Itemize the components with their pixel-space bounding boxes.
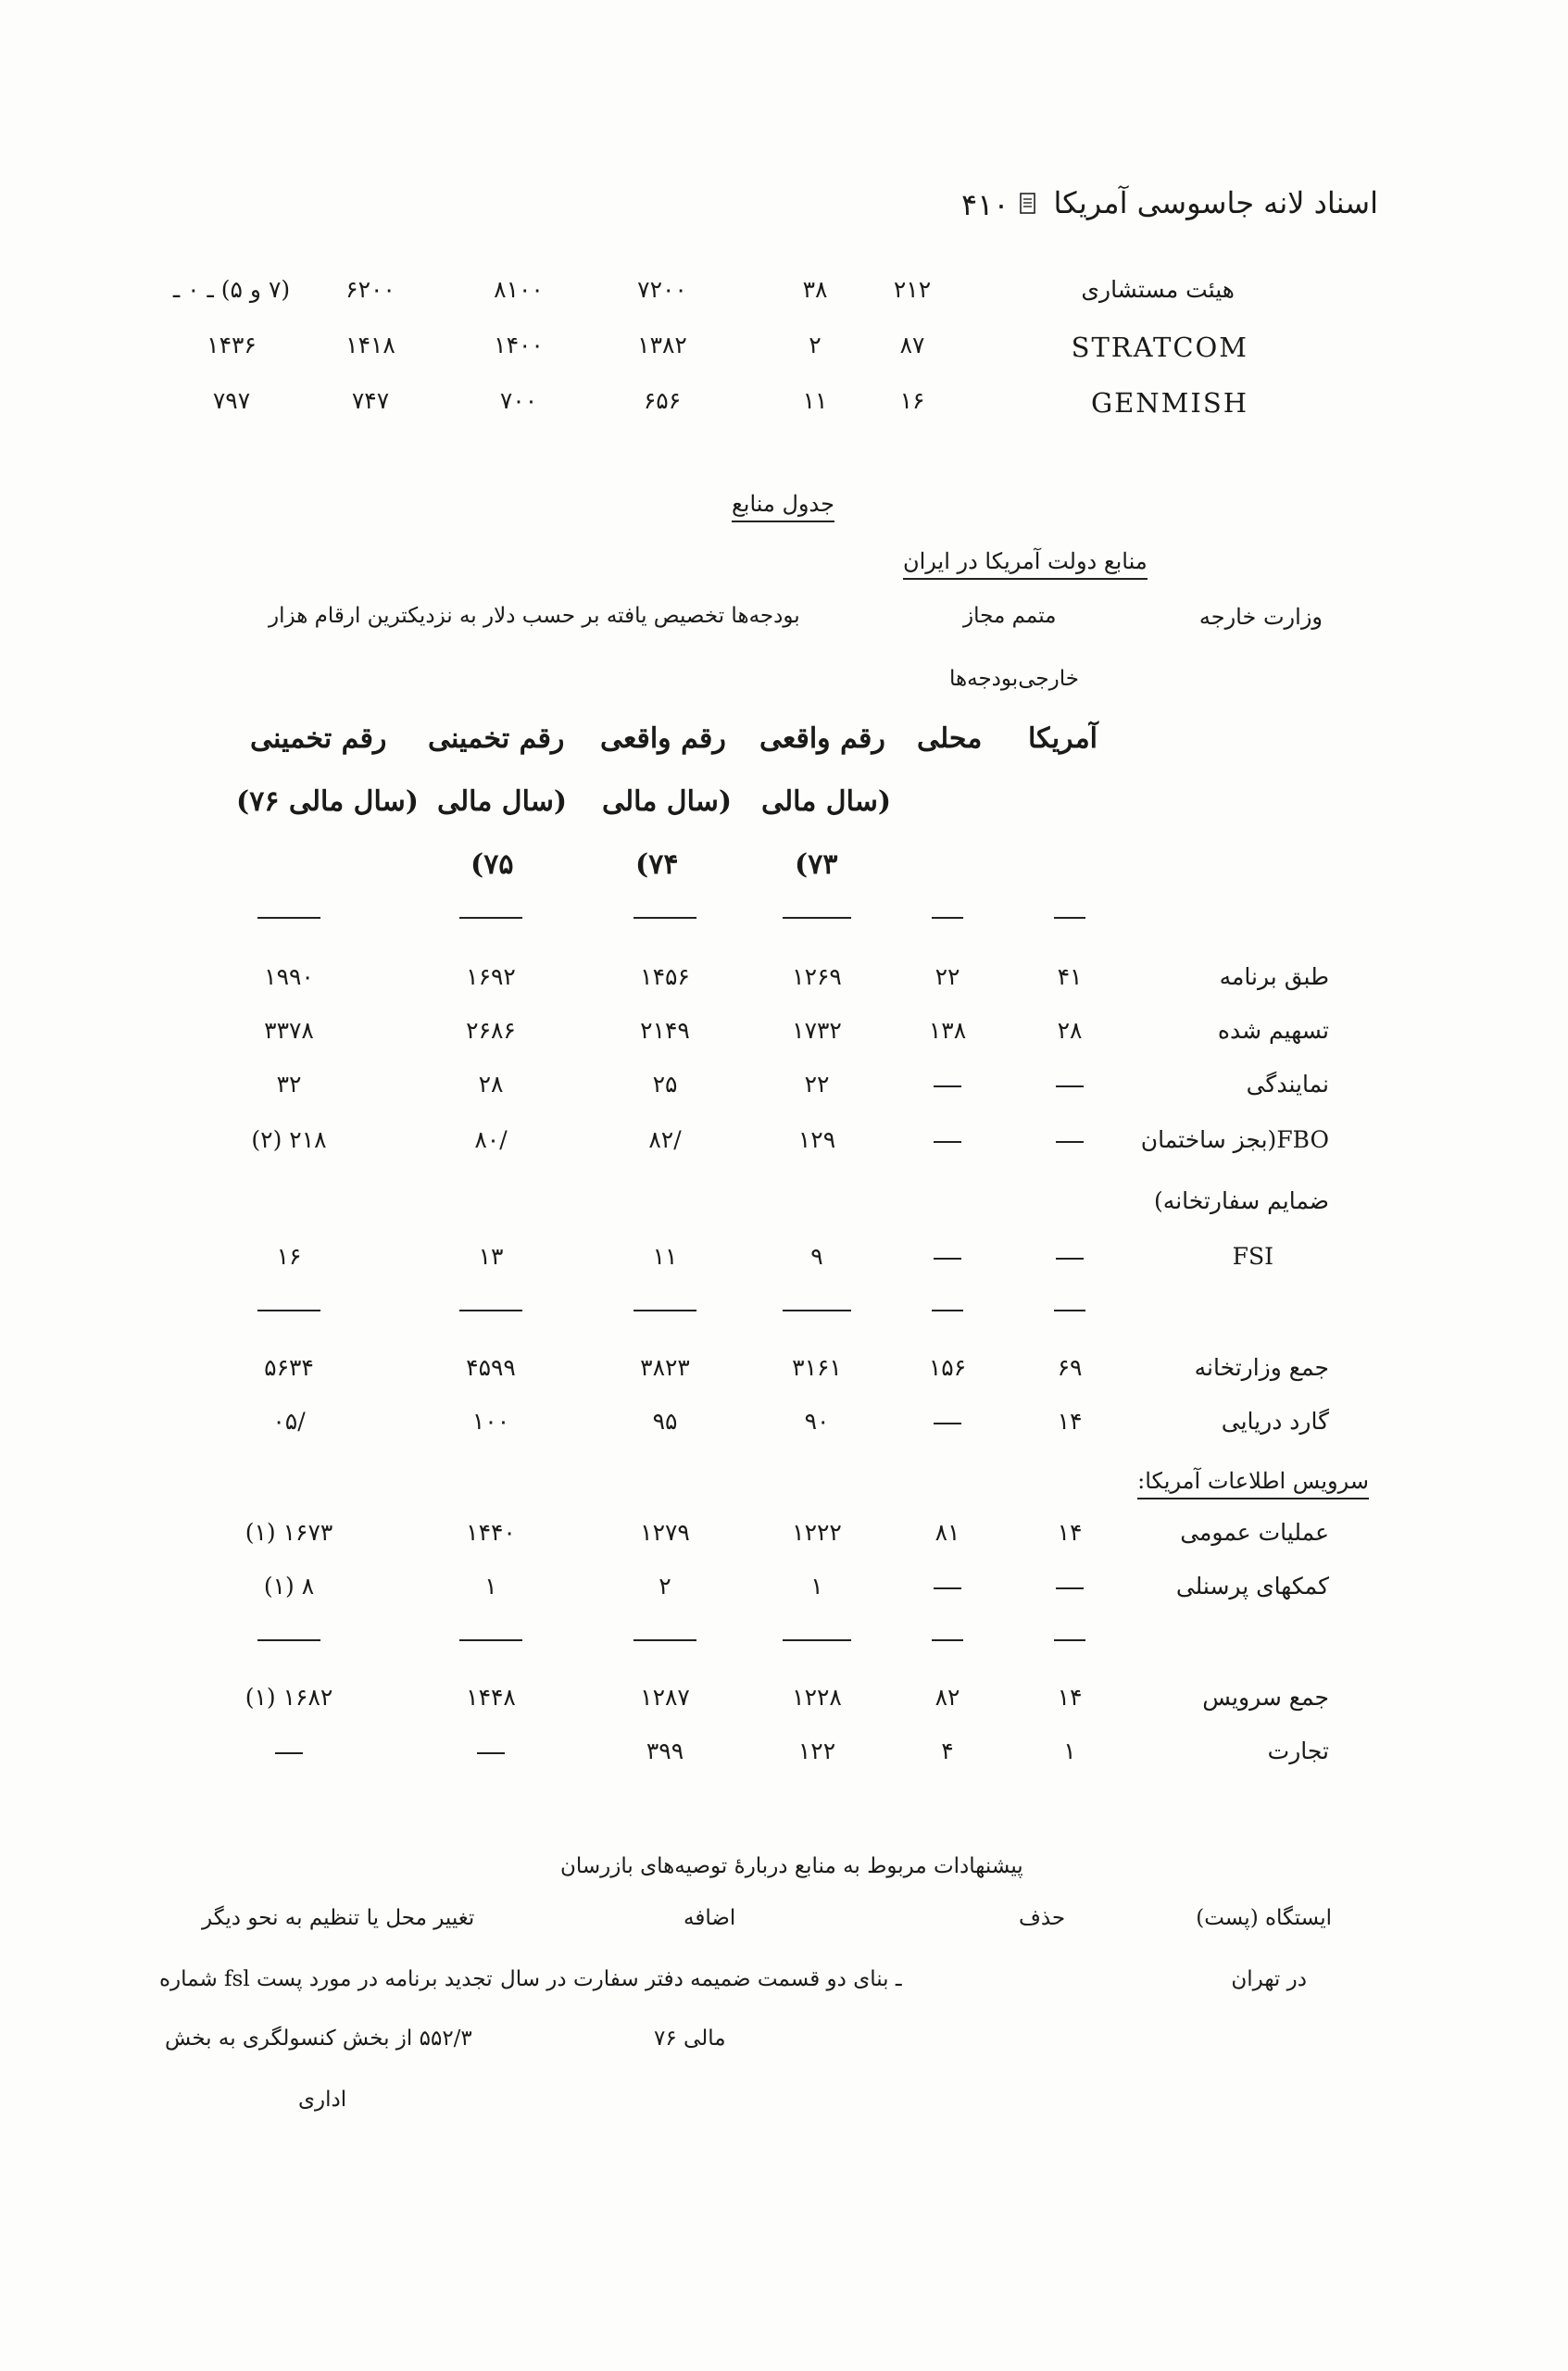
authorized-label: متمم مجاز xyxy=(963,604,1057,628)
table-cell: ۱۱ xyxy=(652,1243,678,1270)
table-row xyxy=(0,1243,1568,1289)
table-cell: ۲۸ xyxy=(478,1071,504,1098)
top-table-row xyxy=(0,387,1568,433)
add-line-2: مالی ۷۶ xyxy=(654,2026,726,2051)
col-actual-73-l1: رقم واقعی xyxy=(759,722,885,755)
column-rule xyxy=(932,1639,963,1641)
empty-value-dash xyxy=(934,1587,961,1589)
top-table-row xyxy=(0,332,1568,378)
table-cell: ۳۱۶۱ xyxy=(792,1354,842,1381)
table-cell: ۱۱ xyxy=(802,387,828,414)
table-row xyxy=(0,1573,1568,1619)
column-rule xyxy=(633,1310,696,1311)
table-cell: ۱۶ xyxy=(276,1243,302,1270)
column-rule xyxy=(783,1310,851,1311)
table-row xyxy=(0,963,1568,1010)
table-cell: ۱۶۸۲ (۱) xyxy=(245,1684,333,1711)
col-america: آمریکا xyxy=(1028,722,1098,755)
table-cell: ۱۲۸۷ xyxy=(640,1684,690,1711)
column-rule xyxy=(932,1310,963,1311)
table-row xyxy=(0,1684,1568,1730)
col-est-75-l1: رقم تخمینی xyxy=(428,722,565,755)
column-rule xyxy=(459,1639,522,1641)
col-change: تغییر محل یا تنظیم به نحو دیگر xyxy=(202,1906,475,1930)
empty-value-dash xyxy=(934,1141,961,1143)
table-cell: ۱۲۶۹ xyxy=(792,963,842,990)
table-cell: ۲۲ xyxy=(804,1071,830,1098)
table-cell: ۴۱ xyxy=(1057,963,1083,990)
table-row xyxy=(0,1519,1568,1565)
table-cell: ۲۵ xyxy=(652,1071,678,1098)
empty-value-dash xyxy=(934,1085,961,1087)
table-cell xyxy=(873,1243,1022,1270)
empty-value-dash xyxy=(1056,1141,1084,1143)
row-label: گارد دریایی xyxy=(1221,1408,1329,1435)
table-cell: ۱۴ xyxy=(1057,1684,1083,1711)
row-label: عملیات عمومی xyxy=(1180,1519,1329,1546)
table-cell: ۴ xyxy=(941,1737,954,1764)
ministry-label: وزارت خارجه xyxy=(1198,604,1323,630)
change-line-3: اداری xyxy=(298,2088,347,2112)
row-label: هیئت مستشاری xyxy=(1081,276,1235,303)
table-cell: ۱۴۴۰ xyxy=(466,1519,516,1546)
col-actual-73-l3: ۷۳) xyxy=(795,848,838,881)
column-rule xyxy=(459,1310,522,1311)
table-cell: ۹۰ xyxy=(804,1408,830,1435)
table-cell: ۱۶۷۳ (۱) xyxy=(245,1519,333,1546)
table-cell: ۲۱۴۹ xyxy=(640,1017,690,1044)
col-add: اضافه xyxy=(684,1906,736,1930)
table-cell: ۴۵۹۹ xyxy=(466,1354,516,1381)
row-label: ضمایم سفارتخانه) xyxy=(1154,1187,1329,1214)
col-est-75-l2: (سال مالی xyxy=(437,785,568,818)
row-label: تسهیم شده xyxy=(1217,1017,1329,1044)
row-label: جمع سرویس xyxy=(1202,1684,1329,1711)
table-cell: ۱۳۸۲ xyxy=(637,332,687,358)
table-row xyxy=(0,1126,1568,1173)
table-row xyxy=(0,1408,1568,1454)
row-label: FSI xyxy=(1232,1243,1273,1270)
column-rule xyxy=(932,917,963,919)
table-cell: ۲۶۸۶ xyxy=(466,1017,516,1044)
table-cell xyxy=(417,1737,565,1764)
column-rule xyxy=(459,917,522,919)
empty-value-dash xyxy=(934,1423,961,1424)
table-cell: ۱۴ xyxy=(1057,1519,1083,1546)
table-cell: ۸۲ xyxy=(935,1684,960,1711)
table-cell: ۸۱۰۰ xyxy=(494,276,544,303)
table-row xyxy=(0,1737,1568,1784)
table-cell: ۷۹۷ xyxy=(212,387,251,414)
table-cell: ۷۴۷ xyxy=(351,387,390,414)
table-cell: ۱۷۳۲ xyxy=(792,1017,842,1044)
top-table-row xyxy=(0,276,1568,322)
table-cell: ۲۲ xyxy=(935,963,960,990)
proposals-title: پیشنهادات مربوط به منابع دربارهٔ توصیه‌های بازرسان xyxy=(560,1854,1023,1878)
table-cell: ۳۲ xyxy=(276,1071,302,1098)
table-cell: ۱ xyxy=(810,1573,823,1599)
table-cell: ۱۰۰ xyxy=(471,1408,510,1435)
table-cell: ۱۶ xyxy=(899,387,925,414)
table-cell xyxy=(873,1573,1022,1599)
table-cell: ۱۴۳۶ xyxy=(207,332,257,358)
column-rule xyxy=(1054,1639,1085,1641)
table-cell xyxy=(873,1126,1022,1153)
table-cell: ۱ xyxy=(1063,1737,1076,1764)
table-cell: ۶۹ xyxy=(1057,1354,1083,1381)
table-cell xyxy=(873,1071,1022,1098)
column-rule xyxy=(633,917,696,919)
resources-subtitle: منابع دولت آمریکا در ایران xyxy=(903,548,1148,580)
table-row xyxy=(0,1187,1568,1234)
row-label: تجارت xyxy=(1267,1737,1329,1764)
table-cell: /۸۰ xyxy=(474,1126,508,1153)
col-local: محلی xyxy=(917,722,983,755)
col-actual-74-l3: ۷۴) xyxy=(635,848,679,881)
empty-value-dash xyxy=(275,1752,303,1754)
table-cell: ۱۳۸ xyxy=(928,1017,967,1044)
change-line-2: ۵۵۲/۳ از بخش کنسولگری به بخش xyxy=(165,2026,472,2051)
col-post: ایستگاه (پست) xyxy=(1196,1906,1332,1930)
table-cell: ۱۳ xyxy=(478,1243,504,1270)
column-rule xyxy=(633,1639,696,1641)
row-label: STRATCOM xyxy=(1071,332,1248,363)
table-cell: ۸۱ xyxy=(935,1519,960,1546)
empty-value-dash xyxy=(1056,1587,1084,1589)
row-label: کمکهای پرسنلی xyxy=(1175,1573,1329,1599)
table-cell: ۸۷ xyxy=(899,332,925,358)
table-cell: ۱۹۹۰ xyxy=(264,963,314,990)
col-est-76-l2: (سال مالی ۷۶) xyxy=(236,785,419,818)
table-cell: ۹۵ xyxy=(652,1408,678,1435)
table-cell: ۱ xyxy=(484,1573,497,1599)
column-rule xyxy=(257,917,320,919)
table-cell: ۱۴۴۸ xyxy=(466,1684,516,1711)
column-rule xyxy=(257,1639,320,1641)
table-cell: (۷ و ۵) ـ ۰ ـ xyxy=(172,276,291,303)
empty-value-dash xyxy=(1056,1085,1084,1087)
foreign-budgets-label: خارجی‌بودجه‌ها xyxy=(949,667,1079,691)
col-actual-74-l2: (سال مالی xyxy=(602,785,733,818)
table-cell: ۱۴ xyxy=(1057,1408,1083,1435)
post-value: در تهران xyxy=(1231,1967,1307,1991)
column-rule xyxy=(257,1310,320,1311)
table-cell: ۲۱۸ (۲) xyxy=(251,1126,327,1153)
table-row xyxy=(0,1354,1568,1400)
table-cell: ۳۸۲۳ xyxy=(640,1354,690,1381)
table-row xyxy=(0,1071,1568,1117)
table-cell: ۱۴۱۸ xyxy=(345,332,395,358)
table-cell: ۱۵۶ xyxy=(928,1354,967,1381)
table-cell: ۶۵۶ xyxy=(643,387,682,414)
col-delete: حذف xyxy=(1019,1906,1066,1930)
col-actual-74-l1: رقم واقعی xyxy=(600,722,726,755)
table-cell: ۷۲۰۰ xyxy=(637,276,687,303)
row-label: طبق برنامه xyxy=(1219,963,1329,990)
usis-heading: سرویس اطلاعات آمریکا: xyxy=(1137,1468,1369,1499)
table-cell: ۲ xyxy=(659,1573,671,1599)
table-cell: ۲ xyxy=(809,332,822,358)
resources-title: جدول منابع xyxy=(732,491,834,522)
document-icon xyxy=(1019,193,1037,215)
change-line-1: تجدید برنامه در مورد پست fsl شماره xyxy=(159,1967,493,1991)
col-est-75-l3: ۷۵) xyxy=(470,848,514,881)
table-cell: ۱۶۹۲ xyxy=(466,963,516,990)
book-title: اسناد لانه جاسوسی آمریکا xyxy=(1053,185,1378,220)
table-cell: ۲۱۲ xyxy=(893,276,932,303)
table-cell: /۰۵ xyxy=(272,1408,306,1435)
table-cell: ۵۶۳۴ xyxy=(264,1354,314,1381)
empty-value-dash xyxy=(477,1752,505,1754)
table-cell: ۳۸ xyxy=(802,276,828,303)
table-cell: ۸ (۱) xyxy=(263,1573,315,1599)
row-label: نمایندگی xyxy=(1246,1071,1329,1098)
column-rule xyxy=(783,917,851,919)
table-cell: ۶۲۰۰ xyxy=(345,276,395,303)
table-cell: ۱۲۲۲ xyxy=(792,1519,842,1546)
table-cell: ۳۳۷۸ xyxy=(264,1017,314,1044)
table-cell xyxy=(215,1737,363,1764)
add-line-1: ـ بنای دو قسمت ضمیمه دفتر سفارت در سال xyxy=(500,1967,902,1991)
row-label: جمع وزارتخانه xyxy=(1194,1354,1329,1381)
empty-value-dash xyxy=(934,1258,961,1260)
table-cell: ۳۹۹ xyxy=(646,1737,684,1764)
table-cell xyxy=(873,1408,1022,1435)
page-number: ۴۱۰ xyxy=(961,187,1010,222)
column-rule xyxy=(1054,917,1085,919)
table-cell: ۱۲۲۸ xyxy=(792,1684,842,1711)
row-label: FBO(بجز ساختمان xyxy=(1140,1126,1329,1153)
col-actual-73-l2: (سال مالی xyxy=(761,785,892,818)
empty-value-dash xyxy=(1056,1258,1084,1260)
table-cell: ۱۴۵۶ xyxy=(640,963,690,990)
table-cell: ۱۲۷۹ xyxy=(640,1519,690,1546)
column-rule xyxy=(783,1639,851,1641)
table-cell: /۸۲ xyxy=(648,1126,682,1153)
column-rule xyxy=(1054,1310,1085,1311)
table-cell: ۱۲۲ xyxy=(797,1737,836,1764)
table-cell: ۲۸ xyxy=(1057,1017,1083,1044)
table-cell: ۱۴۰۰ xyxy=(494,332,544,358)
col-est-76-l1: رقم تخمینی xyxy=(250,722,387,755)
table-row xyxy=(0,1017,1568,1063)
table-cell: ۱۲۹ xyxy=(797,1126,836,1153)
table-cell: ۷۰۰ xyxy=(499,387,538,414)
table-cell: ۹ xyxy=(810,1243,823,1270)
row-label: GENMISH xyxy=(1090,387,1248,419)
budgets-note: بودجه‌ها تخصیص یافته بر حسب دلار به نزدیکترین ارقام هزار xyxy=(269,604,800,628)
